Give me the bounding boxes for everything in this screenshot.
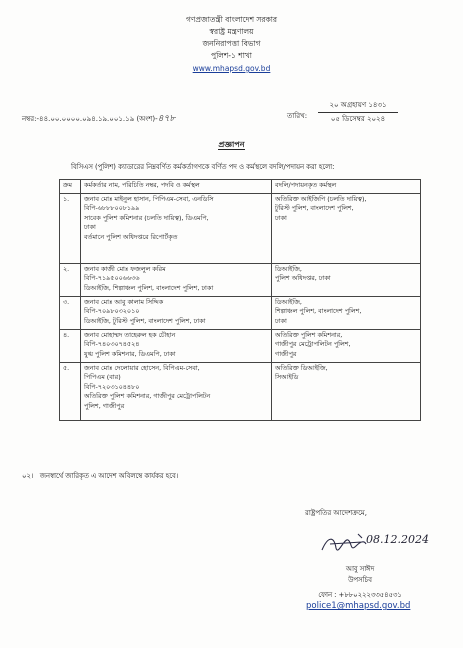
officer-line: ডিআইজি, শিল্পাঞ্চল পুলিশ, বাংলাদেশ পুলিশ, ঢাকা (84, 283, 214, 292)
header-ministry: স্বরাষ্ট্র মন্ত্রণালয় (209, 27, 254, 36)
row-posting (272, 297, 421, 330)
closing-paragraph (22, 470, 178, 482)
signatory-email-link[interactable]: police1@mhapsd.gov.bd (306, 601, 411, 611)
header-serial: ক্রম (60, 180, 81, 194)
posting-line: ডিআইজি, (275, 298, 302, 306)
officer-line: যুগ্ম পুলিশ কমিশনার, ডিএমপি, ঢাকা (84, 349, 176, 358)
date-english: ০৫ ডিসেম্বর ২০২৪ (330, 115, 386, 123)
officer-line: সাবেক পুলিশ কমিশনার (চলতি দায়িত্ব), ডিএমপি, (84, 213, 209, 222)
order-line: রাষ্ট্রপতির আদেশক্রমে, (305, 509, 367, 517)
posting-line: ডিআইজি, (275, 265, 302, 273)
posting-line: অতিরিক্ত আইজিপি (চলতি দায়িত্ব), (275, 195, 367, 203)
reference-label: নম্বর:-৪৪.০০.০০০০.০৯৪.১৯.০০১.১৯ (অংশ)- (22, 115, 158, 123)
table-row (60, 363, 421, 421)
date-bangla: ২০ অগ্রহায়ণ ১৪৩১ (329, 101, 387, 109)
header-govt: গণপ্রজাতন্ত্রী বাংলাদেশ সরকার (185, 15, 278, 24)
row-serial: ২. (60, 264, 81, 297)
posting-line: সিআইডি (275, 373, 299, 382)
closing-text: জনস্বার্থে জারিকৃত এ আদেশ অবিলম্বে কার্যকর হবে। (39, 472, 179, 480)
header-website-link[interactable]: www.mhapsd.gov.bd (192, 64, 271, 73)
transfer-table (59, 179, 421, 421)
posting-line: গাজীপুর (275, 349, 297, 358)
officer-line: বিপি-৭১৯৫০০৬৬৩৬ (84, 274, 140, 283)
table-row (60, 330, 421, 363)
row-serial: ৩. (60, 297, 81, 330)
officer-line: ডিআইজি, টুরিস্ট পুলিশ, বাংলাদেশ পুলিশ, ঢাকা (84, 316, 206, 325)
signatory-phone: ফোন : +৮৮০২২২৩৩৫৪৫৩১ (318, 591, 402, 599)
officer-line: জনাব মোঃ মাইনুল হাসান, পিপিএম-সেবা, এনডিসি (84, 195, 214, 203)
header-section: পুলিশ-১ শাখা (211, 51, 252, 60)
signatory-name: আবু সাঈদ (345, 565, 375, 573)
date-divider (318, 112, 398, 113)
date-block (318, 100, 398, 125)
table-row (60, 194, 421, 264)
row-serial: ১. (60, 194, 81, 264)
officer-line: পুলিশ, গাজীপুর (84, 401, 125, 410)
signatory-designation: উপসচিব (348, 576, 372, 584)
posting-line: টুরিস্ট পুলিশ, বাংলাদেশ পুলিশ, (275, 204, 354, 213)
signature-handwritten-date: 08.12.2024 (366, 533, 429, 546)
officer-line: বর্তমানে পুলিশ অধিদপ্তরে রিপোর্টকৃত (84, 232, 178, 241)
row-officer (81, 264, 272, 297)
officer-line: বিপি-৭৪০৩০৭৪৫২৪ (84, 340, 140, 349)
closing-number: ০২। (22, 472, 34, 480)
row-posting (272, 363, 421, 421)
row-posting (272, 194, 421, 264)
officer-line: বিপি-৬৮৮৮০০৮১৯৯ (84, 204, 140, 213)
document-title: প্রজ্ঞাপন (218, 140, 245, 149)
officer-line: অতিরিক্ত পুলিশ কমিশনার, গাজীপুর মেট্রোপলিটন (84, 392, 211, 401)
table-header-row (60, 180, 421, 194)
posting-line: শিল্পাঞ্চল পুলিশ, বাংলাদেশ পুলিশ, (275, 307, 362, 316)
officer-line: জনাব মোহাম্মদ তাহেরুল হক চৌহান (84, 331, 176, 339)
table-row (60, 264, 421, 297)
posting-line: ঢাকা (275, 316, 287, 325)
row-officer (81, 194, 272, 264)
intro-text: বিসিএস (পুলিশ) ক্যাডারের নিম্নবর্ণিত কর্মকর্তাগণকে বর্ণিত পদ ও কর্মস্থলে বদলি/পদায়ন করা হলো: (71, 163, 335, 171)
posting-line: অতিরিক্ত পুলিশ কমিশনার, (275, 331, 343, 339)
posting-line: পুলিশ অধিদপ্তর, ঢাকা (275, 274, 331, 283)
row-serial: ৫. (60, 363, 81, 421)
officer-line: জনাব কাজী মোঃ ফজলুল করিম (84, 265, 166, 273)
table-row (60, 297, 421, 330)
officer-line: ঢাকা (84, 223, 96, 232)
officer-line: পিপিএম (বার) (84, 373, 121, 382)
row-officer (81, 297, 272, 330)
row-officer (81, 363, 272, 421)
header-officer: কর্মকর্তার নাম, পরিচিতি নম্বর, পদবি ও কর্মস্থল (81, 180, 272, 194)
date-label: তারিখ: (287, 112, 308, 120)
row-posting (272, 264, 421, 297)
reference-number (22, 111, 175, 126)
header-division: জননিরাপত্তা বিভাগ (202, 39, 261, 48)
officer-line: জনাব মোঃ দেলোয়ার হোসেন, বিপিএম-সেবা, (84, 364, 200, 372)
officer-line: জনাব মোঃ আবু কালাম সিদ্দিক (84, 298, 164, 306)
officer-line: বিপি-৭২০৩১০৪৪৮০ (84, 382, 140, 391)
posting-line: গাজীপুর মেট্রোপলিটন পুলিশ, (275, 340, 351, 349)
row-posting (272, 330, 421, 363)
posting-line: অতিরিক্ত ডিআইজি, (275, 364, 328, 372)
officer-line: বিপি-৭০৯৮০৩২০১০ (84, 307, 140, 316)
row-officer (81, 330, 272, 363)
row-serial: ৪. (60, 330, 81, 363)
posting-line: ঢাকা (275, 213, 287, 222)
header-posting: বদলি/পদায়নকৃত কর্মস্থল (272, 180, 421, 194)
reference-handwritten-number: ৪৭৮ (157, 114, 176, 124)
